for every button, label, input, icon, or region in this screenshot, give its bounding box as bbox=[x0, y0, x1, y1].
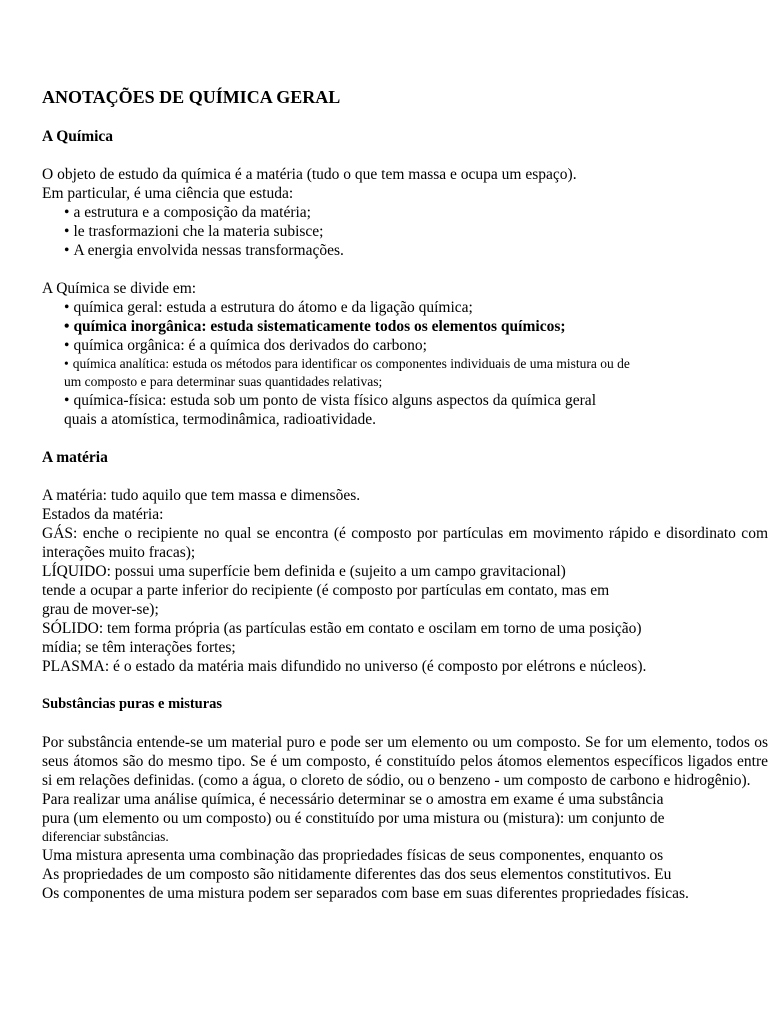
bullet-icon: • bbox=[64, 392, 70, 409]
analise-line-3: diferenciar substâncias. bbox=[42, 829, 169, 844]
bullet-icon: • bbox=[64, 204, 70, 221]
bullet-icon: • bbox=[64, 356, 69, 371]
analise-line-2: pura (um elemento ou um composto) ou é constituído por uma mistura ou (mistura): um conjunto de bbox=[42, 810, 665, 827]
componentes-line: Os componentes de uma mistura podem ser separados com base em suas diferentes propriedades físicas. bbox=[42, 885, 689, 902]
mistura-line: Uma mistura apresenta uma combinação das propriedades físicas de seus componentes, enquanto os bbox=[42, 847, 664, 864]
list-item: • química orgânica: é a química dos derivados do carbono; bbox=[64, 337, 427, 354]
list-item: • química inorgânica: estuda sistematicamente todos os elementos químicos; bbox=[64, 318, 566, 335]
section-heading-materia: A matéria bbox=[42, 449, 108, 466]
gas-paragraph: GÁS: enche o recipiente no qual se encontra (é composto por partículas em movimento rápido e disordinato com interações muito fracas); bbox=[42, 525, 768, 561]
intro-line-2: Em particular, é uma ciência que estuda: bbox=[42, 185, 294, 202]
analise-line-1: Para realizar uma análise química, é necessário determinar se o amostra em exame é uma substância bbox=[42, 791, 664, 808]
fisica-continuation: quais a atomística, termodinâmica, radioatividade. bbox=[64, 411, 377, 428]
plasma-line: PLASMA: é o estado da matéria mais difundido no universo (é composto por elétrons e núcleos). bbox=[42, 658, 647, 675]
list-item: • química geral: estuda a estrutura do átomo e da ligação química; bbox=[64, 299, 473, 316]
materia-definition: A matéria: tudo aquilo que tem massa e dimensões. bbox=[42, 487, 361, 504]
bullet-icon: • bbox=[64, 223, 70, 240]
bullet-icon: • bbox=[64, 299, 70, 316]
section-heading-substancias: Substâncias puras e misturas bbox=[42, 696, 223, 712]
list-item: • A energia envolvida nessas transformações. bbox=[64, 242, 344, 259]
list-item: • química analítica: estuda os métodos para identificar os componentes individuais de uma mistura ou de bbox=[64, 356, 630, 371]
study-list bbox=[42, 203, 768, 260]
composto-line: As propriedades de um composto são nitidamente diferentes das dos seus elementos constitutivos. Eu bbox=[42, 866, 672, 883]
substancia-paragraph: Por substância entende-se um material puro e pode ser um elemento ou um composto. Se for um elemento, todos os seus átomos são do mesmo tipo. Se é um composto, é constituído pelos átomos elementos específicos ligados entre si em relações definidas. (como a água, o cloreto de sódio, ou o benzeno - um composto de carbono e hidrogênio). bbox=[42, 734, 768, 789]
bullet-icon: • bbox=[64, 242, 70, 259]
bullet-icon: • bbox=[64, 337, 70, 354]
section-heading-quimica: A Química bbox=[42, 128, 114, 145]
list-item: • a estrutura e a composição da matéria; bbox=[64, 204, 311, 221]
divide-intro: A Química se divide em: bbox=[42, 280, 197, 297]
bullet-icon: • bbox=[64, 318, 70, 335]
intro-line-1: O objeto de estudo da química é a matéria (tudo o que tem massa e ocupa um espaço). bbox=[42, 166, 577, 183]
estados-label: Estados da matéria: bbox=[42, 506, 164, 523]
liquido-line-3: grau de mover-se); bbox=[42, 601, 159, 618]
solido-line-2: mídia; se têm interações fortes; bbox=[42, 639, 236, 656]
list-item: • química-física: estuda sob um ponto de vista físico alguns aspectos da química geral bbox=[64, 392, 596, 409]
document-title: ANOTAÇÕES DE QUÍMICA GERAL bbox=[42, 87, 341, 107]
division-list bbox=[42, 298, 768, 410]
liquido-line-2: tende a ocupar a parte inferior do recipiente (é composto por partículas em contato, mas em bbox=[42, 582, 610, 599]
solido-line-1: SÓLIDO: tem forma própria (as partículas estão em contato e oscilam em torno de uma posição) bbox=[42, 620, 642, 637]
list-item-continuation: um composto e para determinar suas quantidades relativas; bbox=[64, 374, 383, 389]
liquido-line-1: LÍQUIDO: possui uma superfície bem definida e (sujeito a um campo gravitacional) bbox=[42, 563, 566, 580]
list-item: • le trasformazioni che la materia subisce; bbox=[64, 223, 324, 240]
